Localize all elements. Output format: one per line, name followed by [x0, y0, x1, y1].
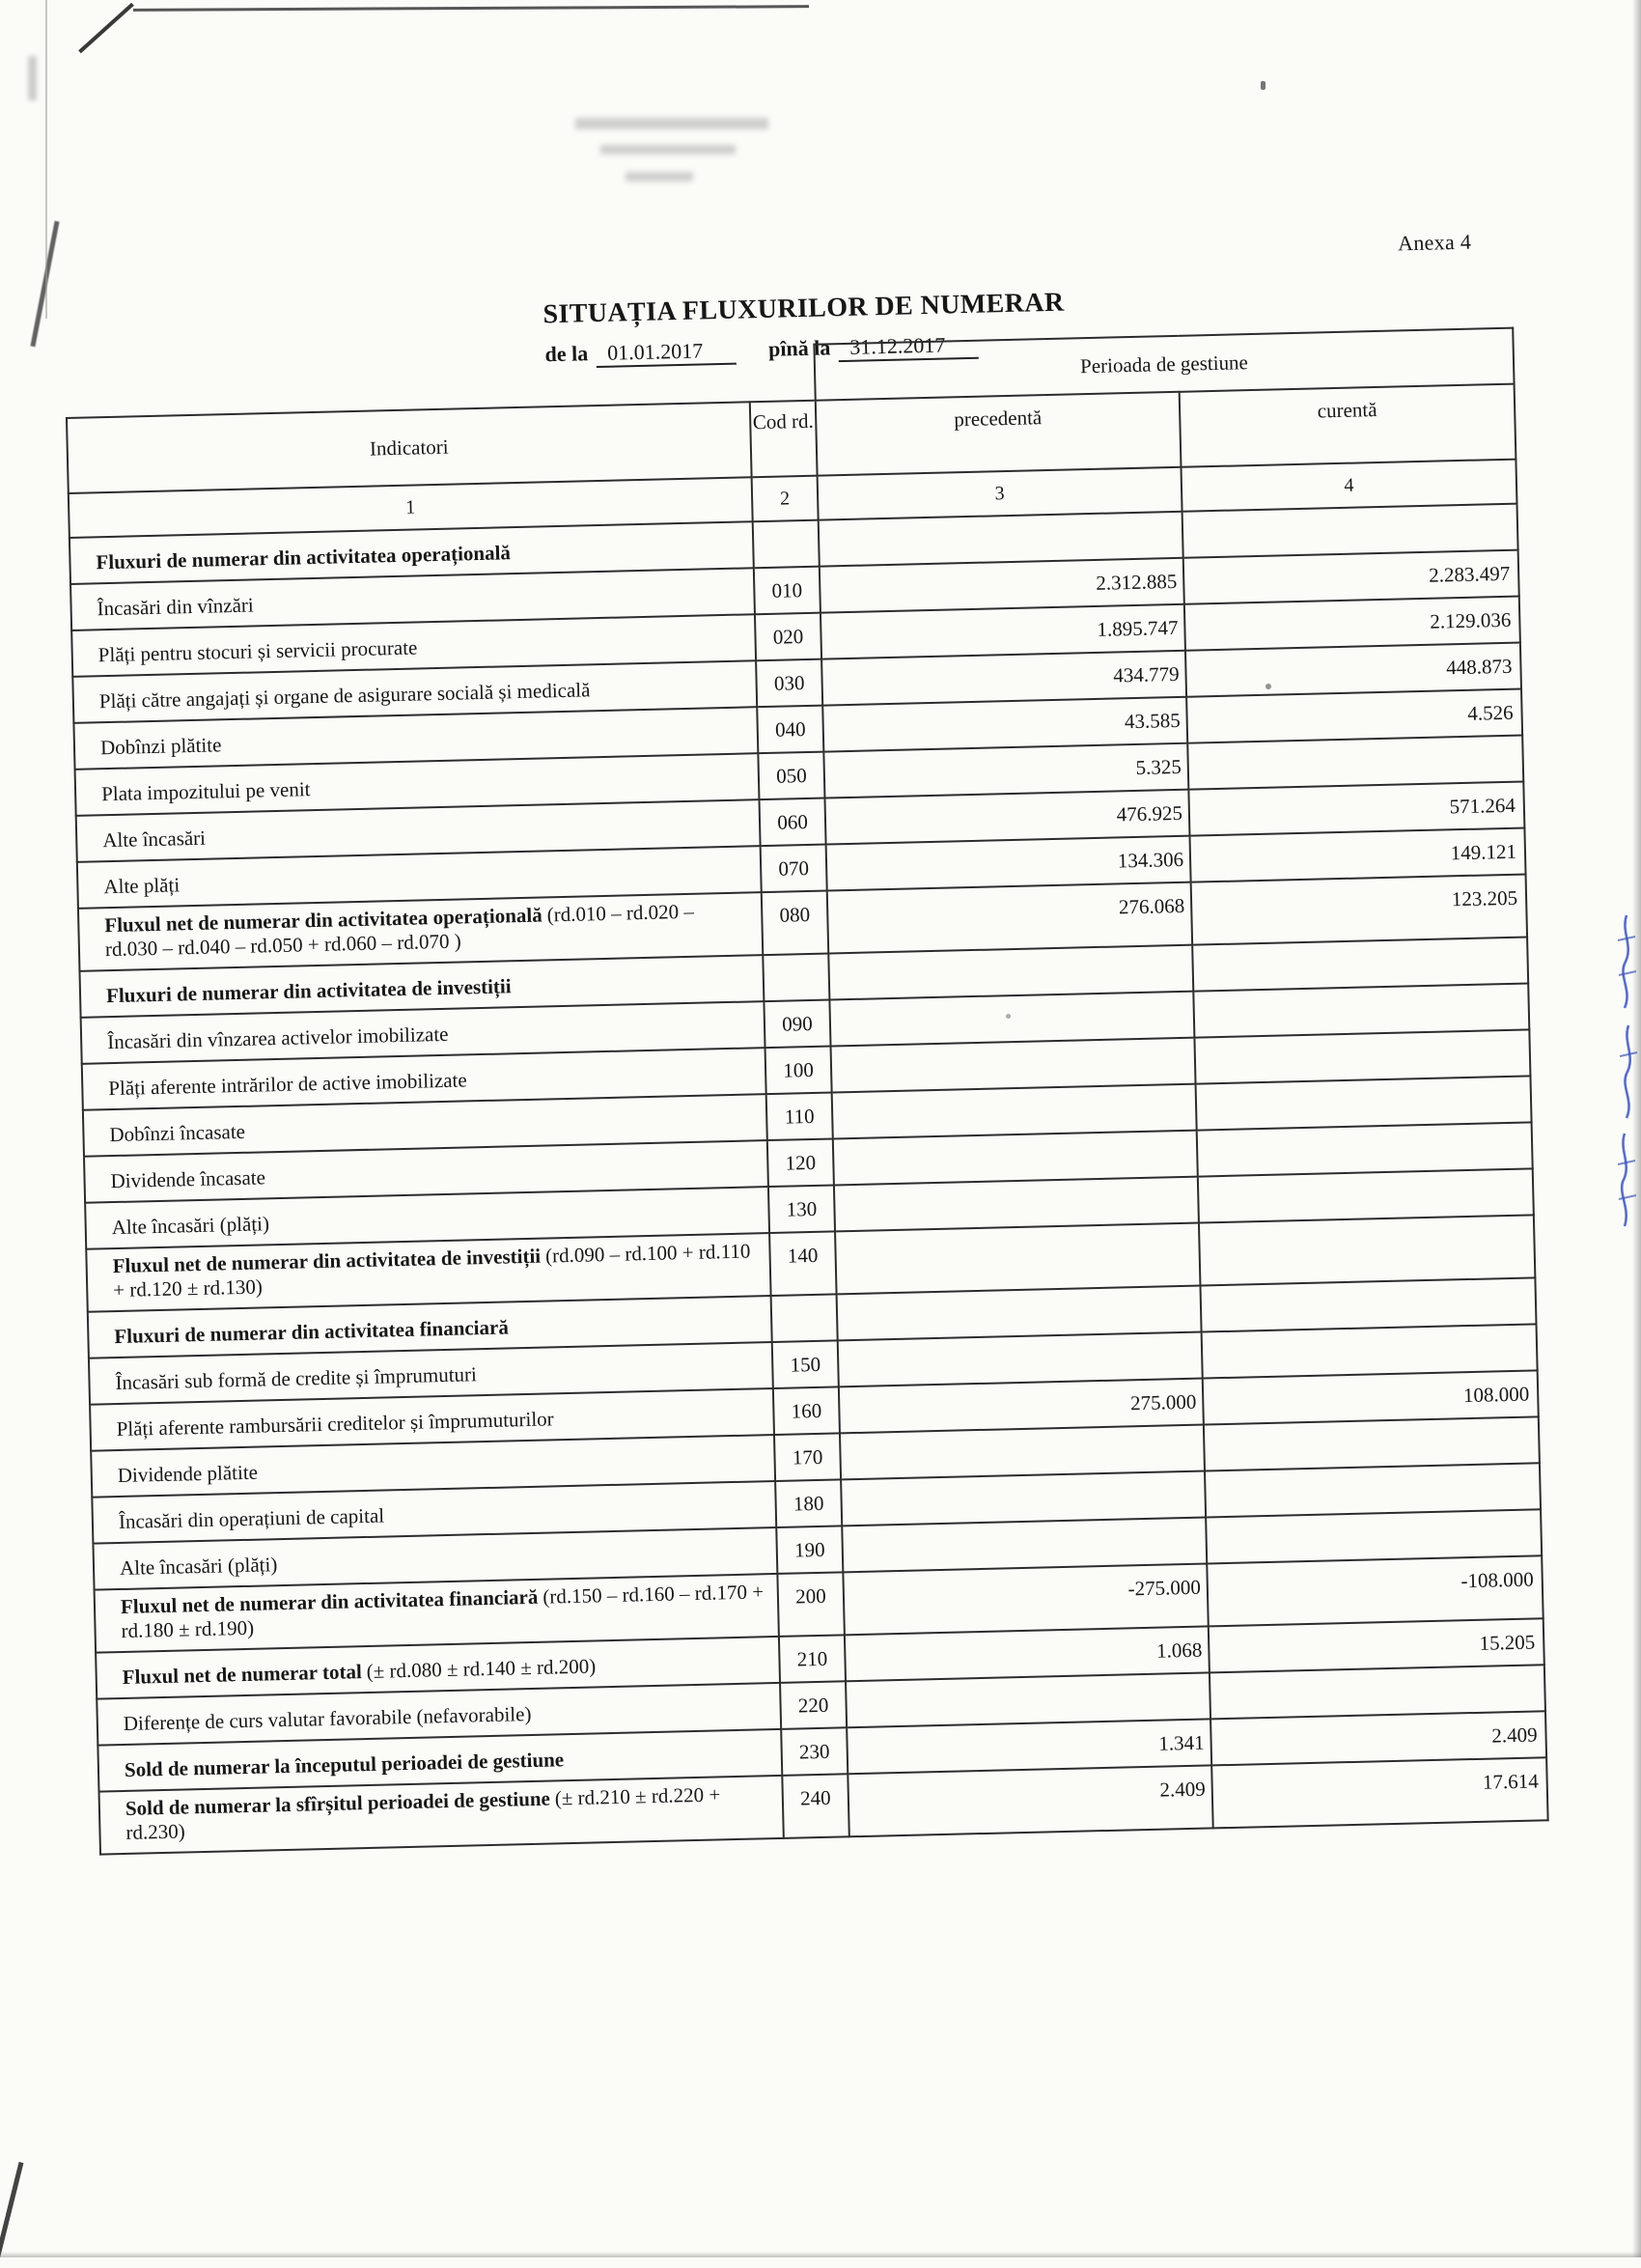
row-label: Alte încasări (plăți)	[119, 1553, 278, 1581]
cashflow-table	[65, 327, 1549, 1856]
row-label: Plăți către angajați și organe de asigurare socială și medicală	[98, 678, 591, 714]
row-formula: (± rd.210 ± rd.220 + rd.230)	[125, 1782, 721, 1844]
period-from-label: de la	[544, 341, 589, 367]
row-formula	[315, 777, 316, 800]
value-current: 4.526	[1186, 689, 1522, 743]
row-code: 160	[773, 1386, 840, 1435]
value-current	[1193, 983, 1529, 1037]
row-formula: (rd.090 – rd.100 + rd.110 + rd.120 ± rd.130)	[112, 1239, 751, 1302]
value-current	[1187, 736, 1523, 790]
row-code: 100	[765, 1047, 832, 1095]
row-label: Fluxul net de numerar din activitatea financiară	[120, 1584, 539, 1618]
row-label: Alte încasări (plăți)	[111, 1212, 270, 1240]
value-previous	[835, 1223, 1200, 1295]
row-label: Dividende plătite	[117, 1460, 259, 1488]
row-formula	[595, 678, 596, 701]
value-current	[1196, 1076, 1532, 1130]
value-current: 2.283.497	[1183, 550, 1519, 604]
row-code: 010	[754, 567, 820, 615]
row-code: 120	[767, 1138, 834, 1187]
row-code	[753, 520, 820, 569]
value-previous: 476.925	[824, 790, 1189, 845]
row-formula	[250, 1120, 251, 1143]
row-code: 150	[772, 1340, 839, 1388]
row-code: 070	[761, 845, 827, 893]
row-formula	[569, 1748, 570, 1771]
row-code: 230	[781, 1727, 848, 1776]
row-code: 110	[766, 1092, 833, 1140]
row-label: Plăți aferente intrărilor de active imobilizate	[108, 1068, 467, 1101]
cashflow-table-body	[70, 504, 1548, 1855]
row-formula: (rd.010 – rd.020 – rd.030 – rd.040 – rd.050 + rd.060 – rd.070 )	[104, 899, 695, 962]
row-label: Plăți pentru stocuri și servicii procurate	[97, 635, 418, 667]
row-formula	[515, 541, 516, 564]
value-current: 571.264	[1188, 782, 1524, 836]
row-label: Fluxul net de numerar din activitatea operațională	[104, 903, 542, 938]
row-label: Încasări din operațiuni de capital	[118, 1503, 385, 1534]
row-formula	[282, 1553, 283, 1576]
row-formula	[471, 1068, 472, 1091]
value-current: 15.205	[1209, 1618, 1544, 1672]
row-code: 050	[758, 752, 824, 800]
row-formula	[263, 1461, 264, 1484]
row-code: 130	[768, 1185, 835, 1233]
row-label: Alte plăți	[103, 873, 181, 899]
row-code: 180	[775, 1479, 842, 1527]
value-previous: 2.409	[848, 1765, 1212, 1836]
row-formula: (rd.150 – rd.160 – rd.170 + rd.180 ± rd.190)	[121, 1580, 765, 1642]
value-current	[1202, 1324, 1538, 1378]
value-current	[1205, 1463, 1541, 1517]
header-spacer	[748, 345, 815, 403]
value-current: 2.129.036	[1184, 597, 1520, 651]
row-code: 040	[757, 706, 823, 754]
scan-bottom-mark	[0, 2162, 23, 2268]
value-current: 108.000	[1203, 1370, 1539, 1424]
row-formula	[515, 974, 516, 997]
row-formula	[422, 635, 423, 658]
value-current: 448.873	[1185, 643, 1521, 697]
row-label: Sold de numerar la sfîrșitul perioadei de gestiune	[125, 1786, 551, 1820]
row-label: Fluxuri de numerar din activitatea de investiții	[105, 974, 512, 1008]
row-formula	[274, 1212, 275, 1235]
row-code: 220	[780, 1681, 847, 1729]
row-label: Fluxul net de numerar din activitatea de investiții	[112, 1244, 542, 1278]
row-formula	[258, 593, 259, 616]
row-label: Încasări din vînzări	[97, 593, 254, 621]
row-label: Dobînzi plătite	[99, 733, 222, 760]
row-label: Plăți aferente rambursării creditelor și împrumuturilor	[116, 1407, 554, 1442]
row-code	[771, 1294, 838, 1342]
value-current	[1192, 937, 1528, 991]
row-label: Dobînzi încasate	[109, 1119, 246, 1147]
row-formula	[270, 1165, 271, 1189]
period-from-value: 01.01.2017	[596, 338, 737, 368]
row-formula: (± rd.080 ± rd.140 ± rd.200)	[366, 1654, 597, 1684]
value-previous: 276.068	[827, 882, 1192, 954]
row-code: 170	[774, 1433, 841, 1481]
value-previous: 1.341	[847, 1719, 1211, 1774]
value-previous: 5.325	[823, 743, 1188, 798]
value-current	[1204, 1416, 1540, 1470]
value-current	[1182, 504, 1518, 558]
header-period-group: Perioada de gestiune	[814, 328, 1514, 401]
row-formula	[514, 1315, 515, 1338]
row-code: 060	[759, 798, 825, 847]
period-to-label: pînă la	[767, 335, 831, 361]
row-label: Alte încasări	[102, 826, 207, 853]
row-code: 190	[776, 1526, 843, 1574]
row-code: 020	[755, 613, 821, 661]
row-formula	[184, 873, 185, 896]
value-current: -108.000	[1207, 1555, 1543, 1626]
value-current	[1194, 1029, 1530, 1083]
row-code: 240	[782, 1774, 849, 1838]
row-formula	[389, 1503, 390, 1526]
value-previous: 1.895.747	[820, 604, 1185, 659]
row-label: Încasări din vînzarea activelor imobilizate	[106, 1022, 449, 1054]
annex-label: Anexa 4	[1397, 229, 1472, 256]
value-current	[1199, 1215, 1535, 1285]
value-previous: -275.000	[843, 1563, 1208, 1635]
header-current-period: curentă	[1180, 384, 1516, 467]
row-formula	[453, 1022, 454, 1046]
row-label: Sold de numerar la începutul perioadei de gestiune	[124, 1748, 565, 1781]
row-code: 080	[762, 891, 829, 956]
value-previous: 434.779	[821, 651, 1186, 706]
value-previous: 1.068	[845, 1626, 1210, 1681]
document-title: SITUAȚIA FLUXURILOR DE NUMERAR	[542, 287, 1065, 330]
row-label: Plata impozitului pe venit	[100, 777, 311, 806]
row-code: 210	[779, 1635, 846, 1683]
value-current: 17.614	[1211, 1757, 1547, 1828]
value-previous: 43.585	[822, 697, 1187, 752]
row-label: Fluxul net de numerar total	[122, 1660, 363, 1689]
value-current	[1210, 1665, 1545, 1719]
row-formula	[558, 1407, 559, 1430]
row-label: Fluxuri de numerar din activitatea financiară	[114, 1315, 510, 1349]
row-code	[763, 954, 829, 1002]
header-previous-period: precedentă	[816, 392, 1182, 476]
value-current	[1200, 1277, 1536, 1331]
row-code: 030	[756, 659, 822, 708]
value-previous: 275.000	[839, 1379, 1204, 1434]
value-current	[1198, 1168, 1534, 1222]
column-number-1: 1	[69, 477, 753, 538]
value-previous: 2.312.885	[820, 558, 1184, 613]
column-number-2: 2	[752, 476, 819, 522]
value-previous: 134.306	[826, 836, 1191, 891]
header-code: Cod rd.	[750, 401, 818, 478]
row-code: 140	[769, 1231, 837, 1296]
period-to-value: 31.12.2017	[838, 332, 979, 362]
row-code: 200	[777, 1572, 845, 1637]
value-current	[1197, 1122, 1533, 1176]
value-current: 123.205	[1191, 874, 1527, 944]
row-formula	[536, 1702, 537, 1725]
row-label: Încasări sub formă de credite și împrumuturi	[115, 1362, 478, 1395]
column-number-4: 4	[1181, 460, 1516, 512]
header-indicators: Indicatori	[67, 402, 752, 493]
row-formula	[482, 1362, 483, 1386]
row-formula	[210, 826, 211, 850]
value-current: 149.121	[1189, 828, 1525, 882]
value-current: 2.409	[1210, 1711, 1546, 1765]
row-label: Dividende încasate	[110, 1165, 266, 1193]
value-current	[1206, 1509, 1542, 1563]
row-label: Fluxuri de numerar din activitatea operațională	[96, 541, 512, 574]
row-code: 090	[764, 1000, 830, 1049]
row-formula	[226, 733, 227, 756]
column-number-3: 3	[818, 467, 1182, 520]
row-label: Diferențe de curs valutar favorabile (nefavorabile)	[123, 1702, 532, 1735]
